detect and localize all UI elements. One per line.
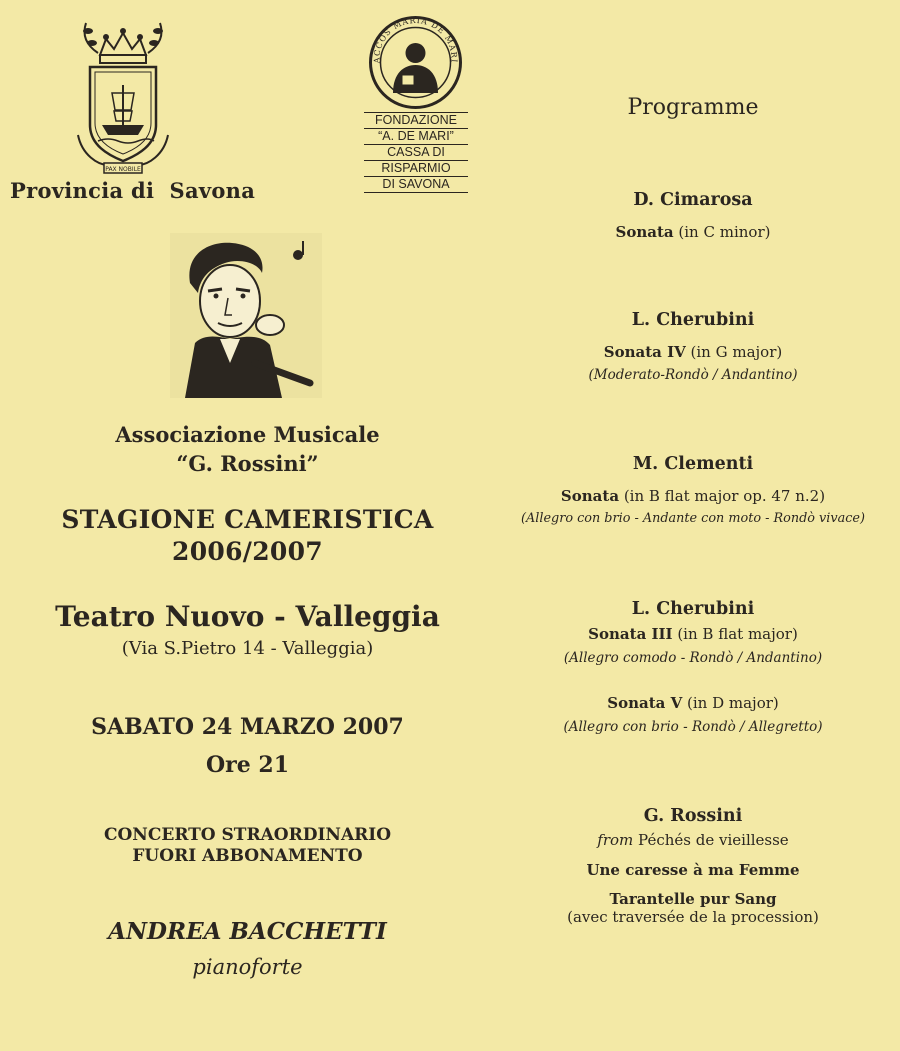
programme-movements: (Moderato-Rondò / Andantino) (588, 367, 798, 383)
season-line-2: 2006/2007 (172, 537, 323, 566)
work-detail: (in B flat major op. 47 n.2) (619, 487, 826, 505)
rossini-source (488, 831, 898, 849)
fondazione-line: CASSA DI (364, 145, 468, 161)
fondazione-line: RISPARMIO (364, 161, 468, 177)
concert-time: Ore 21 (205, 752, 290, 778)
fondazione-line: “A. DE MARI” (364, 129, 468, 145)
rossini-portrait-image (170, 233, 322, 398)
provincia-name: Provincia di Savona (10, 178, 256, 203)
association-line-1: Associazione Musicale (115, 422, 380, 447)
fondazione-line: FONDAZIONE (364, 112, 468, 129)
season-line-1: STAGIONE CAMERISTICA (61, 505, 434, 534)
programme-work (488, 625, 898, 643)
concert-type-line-2: FUORI ABBONAMENTO (132, 846, 363, 866)
work-title: Sonata (615, 223, 674, 241)
performer-name: ANDREA BACCHETTI (108, 918, 387, 945)
programme-composer: L. Cherubini (631, 599, 755, 619)
programme-work (488, 694, 898, 712)
work-detail: (in G major) (685, 343, 783, 361)
work-title: Sonata (560, 487, 620, 505)
programme-composer: M. Clementi (632, 454, 754, 474)
work-detail: (in B flat major) (672, 625, 798, 643)
programme-movements: (Allegro con brio - Rondò / Allegretto) (563, 719, 823, 735)
association-name (20, 420, 475, 478)
source-title: Péchés de vieillesse (633, 831, 789, 849)
venue-address: (Via S.Pietro 14 - Valleggia) (121, 638, 374, 659)
concert-type (20, 825, 475, 867)
performer-instrument: pianoforte (192, 955, 303, 979)
fondazione-line: DI SAVONA (364, 177, 468, 193)
work-title: Sonata V (607, 694, 683, 712)
concert-type-line-1: CONCERTO STRAORDINARIO (103, 825, 392, 845)
venue-name: Teatro Nuovo - Valleggia (55, 600, 440, 633)
programme-movements: (Allegro comodo - Rondò / Andantino) (563, 650, 823, 666)
rossini-piece-2: Tarantelle pur Sang (609, 890, 777, 908)
programme-movements: (Allegro con brio - Andante con moto - Rondò vivace) (521, 511, 865, 526)
rossini-piece-1: Une caresse à ma Femme (586, 861, 800, 879)
work-title: Sonata IV (603, 343, 686, 361)
programme-heading: Programme (627, 95, 759, 120)
programme-work (488, 223, 898, 241)
programme-composer: G. Rossini (643, 806, 743, 826)
fondazione-name-block (364, 112, 468, 193)
programme-composer: L. Cherubini (631, 310, 755, 330)
programme-work (488, 487, 898, 505)
fondazione-seal-icon (368, 15, 463, 110)
rossini-piece-2-subtitle: (avec traversée de la procession) (567, 908, 819, 926)
programme-work (488, 343, 898, 361)
work-title: Sonata III (588, 625, 673, 643)
from-word: from (597, 831, 634, 849)
provincia-motto: PAX NOBILE (105, 166, 141, 173)
work-detail: (in D major) (682, 694, 779, 712)
fondazione-seal-text: ACCOS MARIA DE MARI (372, 15, 459, 64)
work-detail: (in C minor) (673, 223, 771, 241)
concert-date: SABATO 24 MARZO 2007 (91, 714, 404, 740)
provincia-coat-of-arms-icon (68, 15, 178, 180)
season-title (20, 504, 475, 568)
programme-composer: D. Cimarosa (633, 190, 753, 210)
association-line-2: “G. Rossini” (176, 451, 319, 476)
